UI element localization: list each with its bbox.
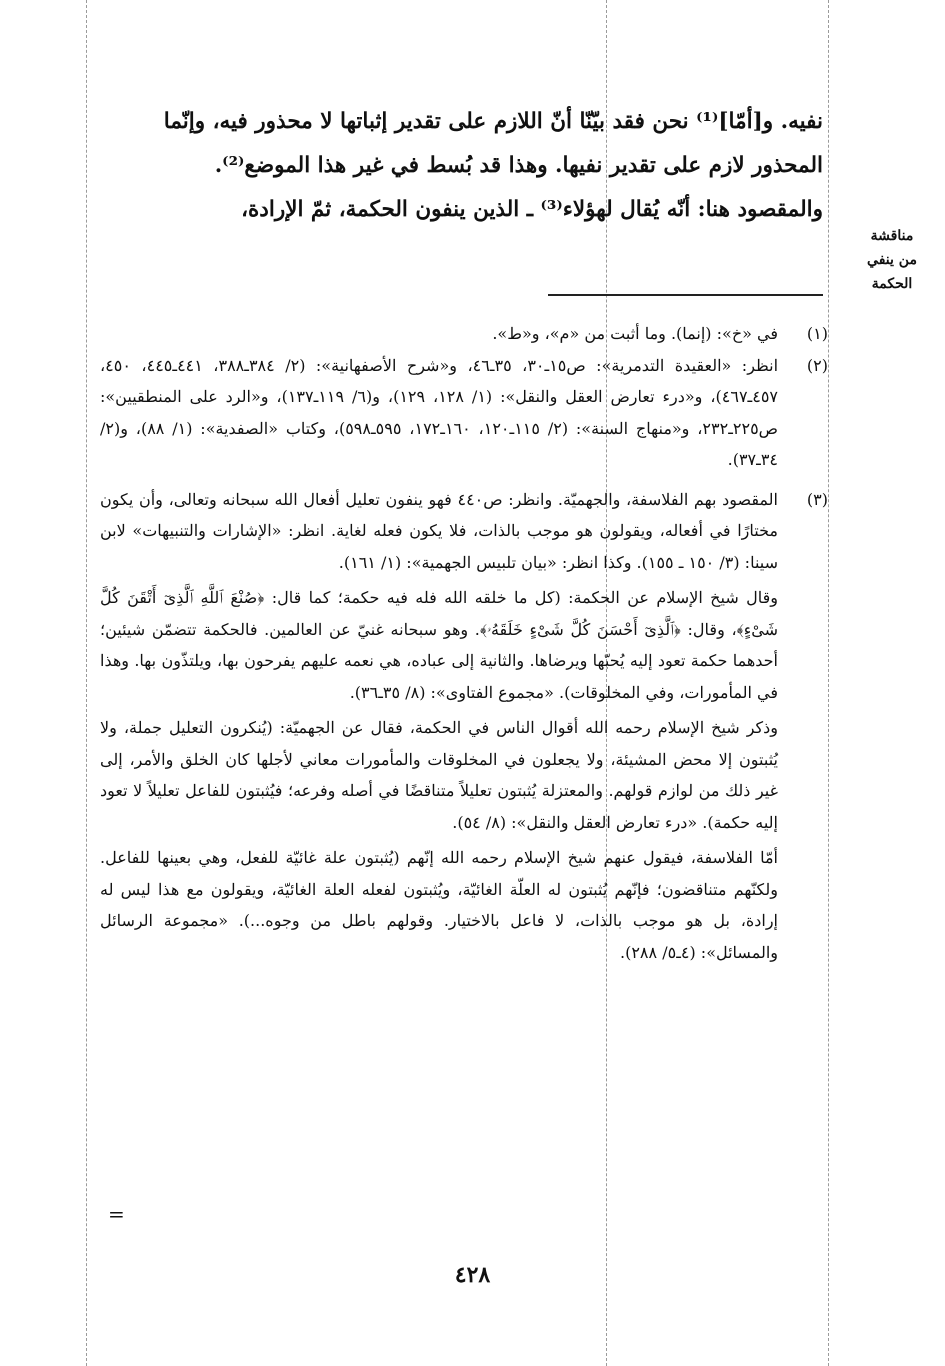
footnote-text: المقصود بهم الفلاسفة، والجهميّة. وانظر: ص٤٤٠ فهو ينفون تعليل أفعال الله سبحانه وتعالى، وأن يكون مختارًا في أفعاله، ويقولون هو موجب بالذات، فلا يكون فعله لغاية. انظر: «الإشارات والتنبيهات» لابن سينا: (٣/ ١٥٠ ـ ١٥٥). وكذا انظر: «بيان تلبيس الجهمية»: (١/ ١٦١). bbox=[100, 489, 779, 572]
main-text bbox=[105, 100, 823, 232]
main-text-line: المحذور لازم على تقدير نفيها. وهذا قد بُسط في غير هذا الموضع⁽²⁾. bbox=[214, 153, 823, 178]
margin-note bbox=[847, 224, 937, 296]
main-text-line: نفيه. و[أمّا]⁽¹⁾ نحن فقد بيّنّا أنّ اللازم على تقدير إثباتها لا محذور فيه، وإنّما bbox=[163, 109, 823, 134]
main-text-line: والمقصود هنا: أنّه يُقال لهؤلاء⁽³⁾ ـ الذين ينفون الحكمة، ثمّ الإرادة، bbox=[241, 197, 823, 222]
footnote-3 bbox=[100, 484, 828, 969]
footnote-paragraph: أمّا الفلاسفة، فيقول عنهم شيخ الإسلام رحمه الله إنّهم (يُثبتون علة غائيّة للفعل، وهي بعينها للفاعل. ولكنّهم متناقضون؛ فإنّهم يُثبتون له العلّة الغائيّة، ويُثبتون لفعله العلة الغائيّة، ويقولون مع هذا ليس له إرادة، بل هو موجب بالذات، لا فاعل بالاختيار. وقولهم باطل من وجوه...). «مجموعة الرسائل والمسائل»: (٤ـ٥/ ٢٨٨). bbox=[100, 848, 778, 962]
footnote-1 bbox=[100, 318, 828, 350]
margin-note-line: من ينفي الحكمة bbox=[867, 252, 917, 292]
footnote-separator bbox=[548, 294, 823, 296]
footnotes bbox=[100, 318, 828, 968]
margin-note-line: مناقشة bbox=[870, 228, 914, 244]
footnote-number: (٣) bbox=[806, 489, 828, 509]
footnote-paragraph: وذكر شيخ الإسلام رحمه الله أقوال الناس في الحكمة، فقال عن الجهميّة: (يُنكرون التعليل جملة، ولا يُثبتون إلا محض المشيئة، ولا يجعلون في المخلوقات والمأمورات معاني لأجلها كان الخلق والأمر، إلى غير ذلك من لوازم قولهم. والمعتزلة يُثبتون تعليلاً متناقضًا في أصله وفرعه؛ فيُثبتون للفاعل تعليلاً لا تعود إليه حكمة). «درء تعارض العقل والنقل»: (٨/ ٥٤). bbox=[100, 718, 778, 832]
margin-guide-left bbox=[86, 0, 87, 1366]
footnote-paragraph: وقال شيخ الإسلام عن الحكمة: (كل ما خلقه الله فله فيه حكمة؛ كما قال: ﴿صُنْعَ ٱللَّهِ ٱلَّذِىٓ أَتْقَنَ كُلَّ شَىْءٍ﴾، وقال: ﴿ٱلَّذِىٓ أَحْسَنَ كُلَّ شَىْءٍ خَلَقَهُۥ﴾. وهو سبحانه غنيّ عن العالمين. فالحكمة تتضمّن شيئين؛ أحدهما حكمة تعود إليه يُحبّها ويرضاها. والثانية إلى عباده، هي نعمه عليهم يفرحون بها، ويلتذّون بها. وهذا في المأمورات، وفي المخلوقات). «مجموع الفتاوى»: (٨/ ٣٥ـ٣٦). bbox=[100, 588, 778, 702]
margin-guide-edge bbox=[828, 0, 829, 1366]
continuation-mark: = bbox=[108, 1202, 125, 1226]
footnote-text: انظر: «العقيدة التدمرية»: ص١٥ـ٣٠، ٣٥ـ٤٦، و«شرح الأصفهانية»: (٢/ ٣٨٤ـ٣٨٨، ٤٤١ـ٤٤٥، ٤٥٠، ٤٥٧ـ٤٦٧)، و«درء تعارض العقل والنقل»: (١/ ١٢٨، ١٢٩)، و(٦/ ١١٩ـ١٣٧)، و«الرد على المنطقيين»: ص٢٢٥ـ٢٣٢، و«منهاج السنة»: (٢/ ١١٥ـ١٢٠، ١٦٠ـ١٧٢، ٥٩٥ـ٥٩٨)، وكتاب «الصفدية»: (١/ ٨٨)، و(٢/ ٣٤ـ٣٧). bbox=[100, 355, 779, 469]
footnote-number: (١) bbox=[806, 324, 828, 343]
footnote-2 bbox=[100, 350, 828, 476]
footnote-text: في «خ»: (إنما). وما أثبت من «م»، و«ط». bbox=[492, 324, 778, 343]
page-number: ٤٢٨ bbox=[454, 1262, 491, 1288]
footnote-number: (٢) bbox=[806, 355, 828, 375]
